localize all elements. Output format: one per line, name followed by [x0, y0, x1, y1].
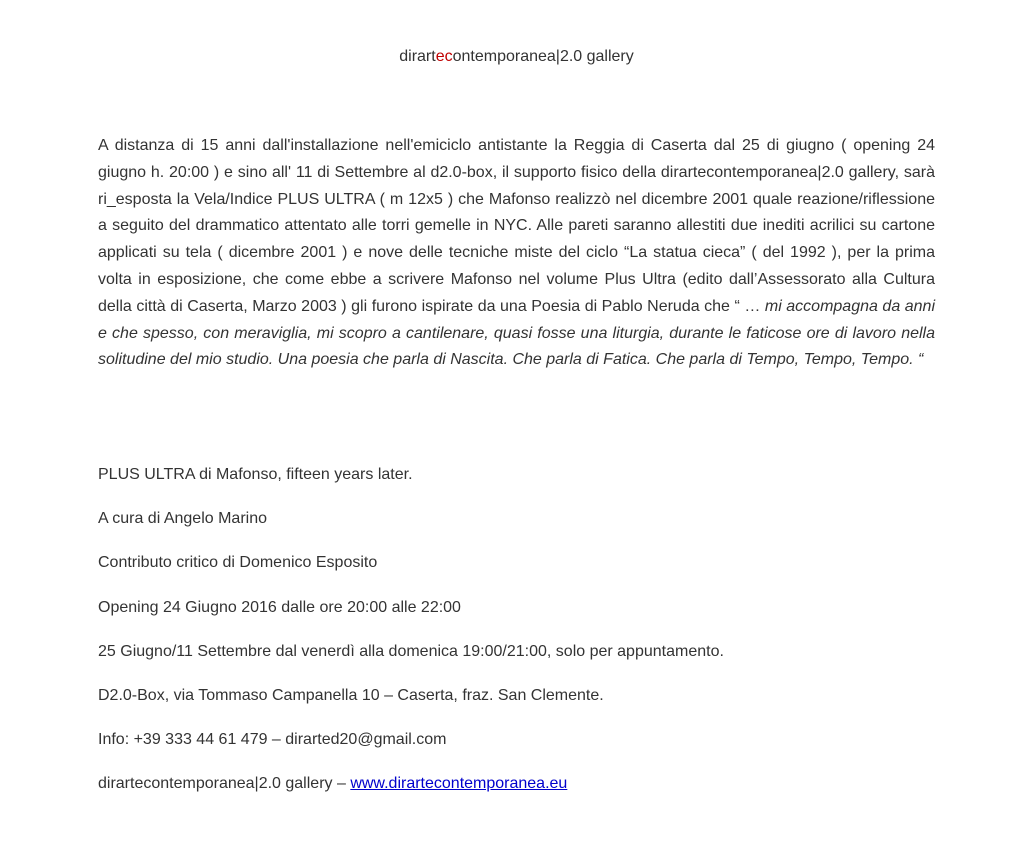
opening-line: Opening 24 Giugno 2016 dalle ore 20:00 alle 22:00 [98, 599, 461, 616]
gallery-title-part1: dirart [399, 48, 436, 65]
dates-line: 25 Giugno/11 Settembre dal venerdì alla domenica 19:00/21:00, solo per appuntamento. [98, 643, 724, 660]
article-quote: mi accompagna da anni e che spesso, con meraviglia, mi scopro a cantilenare, quasi fosse una liturgia, durante le faticose ore di lavoro nella solitudine del mio studio. Una poesia che parla di Nascita. Che parla di Fatica. Che parla di Tempo, Tempo, Tempo. “ [98, 297, 935, 369]
address-line: D2.0-Box, via Tommaso Campanella 10 – Caserta, fraz. San Clemente. [98, 687, 604, 704]
gallery-title-accent: ec [435, 48, 453, 65]
website-link[interactable]: www.dirartecontemporanea.eu [350, 775, 568, 792]
contact-line: Info: +39 333 44 61 479 – dirarted20@gmail.com [98, 731, 447, 748]
article-text: A distanza di 15 anni dall'installazione nell'emiciclo antistante la Reggia di Caserta dal 25 di giugno ( opening 24 giugno h. 20:00 ) e sino all' 11 di Settembre al d2.0-box, il supporto fisico della dirartecontemporanea|2.0 gallery, sarà ri_esposta la Vela/Indice PLUS ULTRA ( m 12x5 ) che Mafonso realizzò nel dicembre 2001 quale reazione/riflessione a seguito del drammatico attentato alle torri gemelle in NYC. Alle pareti saranno allestiti due inediti acrilici su cartone applicati su tela ( dicembre 2001 ) e nove delle tecniche miste del ciclo “La statua cieca” ( del 1992 ), per la prima volta in esposizione, che come ebbe a scrivere Mafonso nel volume Plus Ultra (edito dall’Assessorato alla Cultura della città di Caserta, Marzo 2003 ) gli furono ispirate da una Poesia di Pablo Neruda che “ … [98, 137, 935, 315]
footer-prefix: dirartecontemporanea|2.0 gallery – [98, 775, 351, 792]
exhibition-title: PLUS ULTRA di Mafonso, fifteen years later. [98, 466, 413, 483]
critic-line: Contributo critico di Domenico Esposito [98, 554, 378, 571]
curator-line: A cura di Angelo Marino [98, 510, 267, 527]
article-paragraph [98, 133, 935, 374]
gallery-title [0, 46, 1033, 68]
footer-line [98, 773, 567, 795]
gallery-title-part2: ontemporanea|2.0 gallery [452, 48, 634, 65]
